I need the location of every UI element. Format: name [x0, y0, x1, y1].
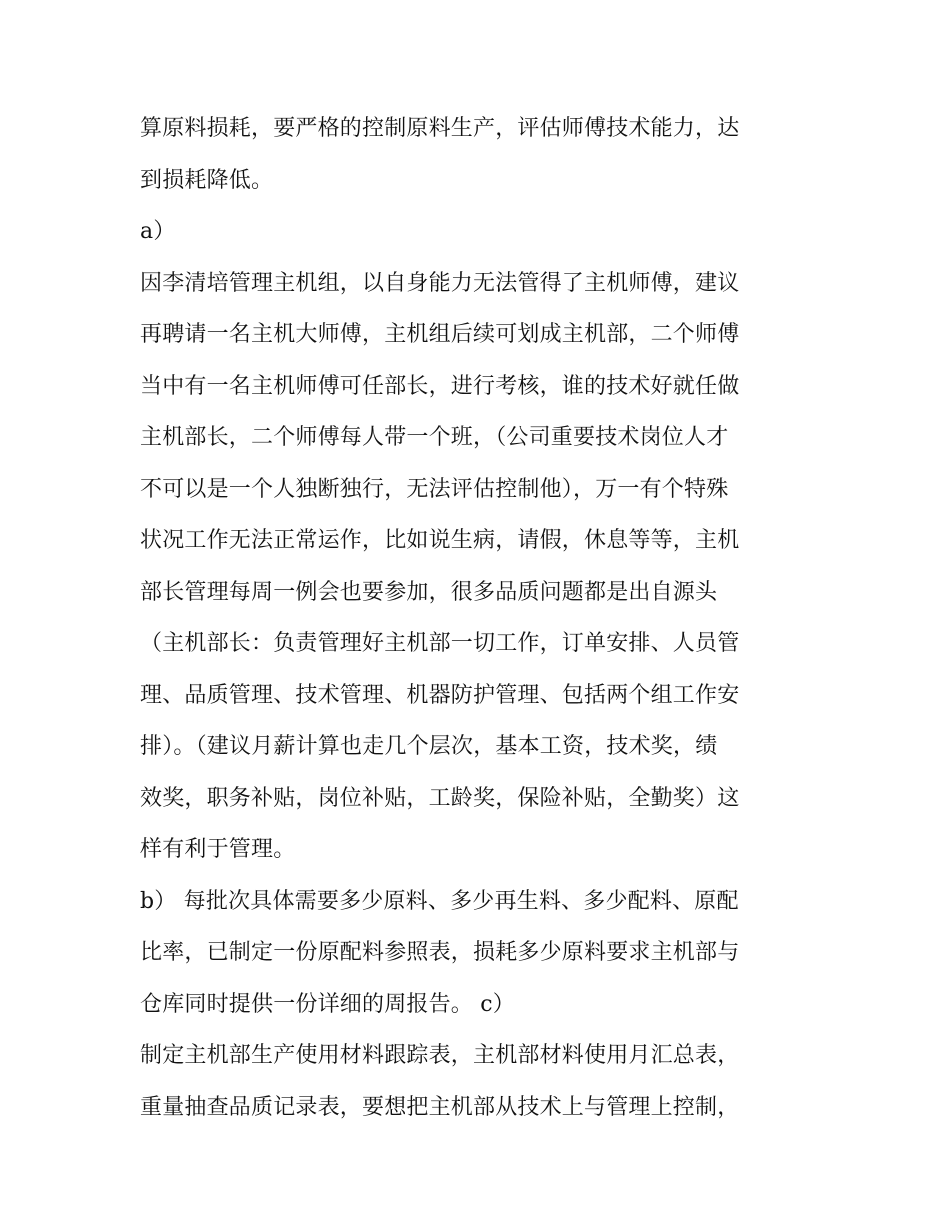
- text-line: 状况工作无法正常运作，比如说生病，请假，休息等等，主机: [140, 528, 740, 553]
- text-line: 不可以是一个人独断独行，无法评估控制他），万一有个特殊: [140, 476, 729, 502]
- text-line: 效奖，职务补贴，岗位补贴，工龄奖，保险补贴，全勤奖）这: [140, 785, 740, 811]
- text-line: 样有利于管理。: [140, 837, 296, 862]
- text-line: 再聘请一名主机大师傅，主机组后续可划成主机部，二个师傅: [140, 322, 740, 347]
- text-line: 因李清培管理主机组，以自身能力无法管得了主机师傅，建议: [140, 270, 740, 296]
- list-marker-a: a）: [140, 219, 176, 244]
- text-line: 排）。（建议月薪计算也走几个层次，基本工资，技术奖，绩: [140, 734, 718, 759]
- text-line: 当中有一名主机师傅可任部长，进行考核，谁的技术好就任做: [140, 373, 740, 399]
- text-line: （主机部长：负责管理好主机部一切工作，订单安排、人员管: [140, 631, 740, 656]
- text-line: 仓库同时提供一份详细的周报告。 c）: [140, 991, 515, 1017]
- text-line: 部长管理每周一例会也要参加，很多品质问题都是出自源头: [140, 579, 718, 605]
- text-line: 到损耗降低。: [140, 167, 274, 193]
- text-line: 重量抽查品质记录表，要想把主机部从技术上与管理上控制，: [140, 1094, 740, 1120]
- document-body: [140, 103, 820, 1133]
- text-line: 算原料损耗，要严格的控制原料生产，评估师傅技术能力，达: [140, 116, 740, 141]
- text-line: 比率，已制定一份原配料参照表，损耗多少原料要求主机部与: [140, 940, 740, 965]
- list-item-b: b） 每批次具体需要多少原料、多少再生料、多少配料、原配: [140, 888, 739, 914]
- text-line: 制定主机部生产使用材料跟踪表，主机部材料使用月汇总表，: [140, 1043, 740, 1068]
- text-line: 主机部长，二个师傅每人带一个班，（公司重要技术岗位人才: [140, 425, 729, 450]
- text-line: 理、品质管理、技术管理、机器防护管理、包括两个组工作安: [140, 682, 740, 708]
